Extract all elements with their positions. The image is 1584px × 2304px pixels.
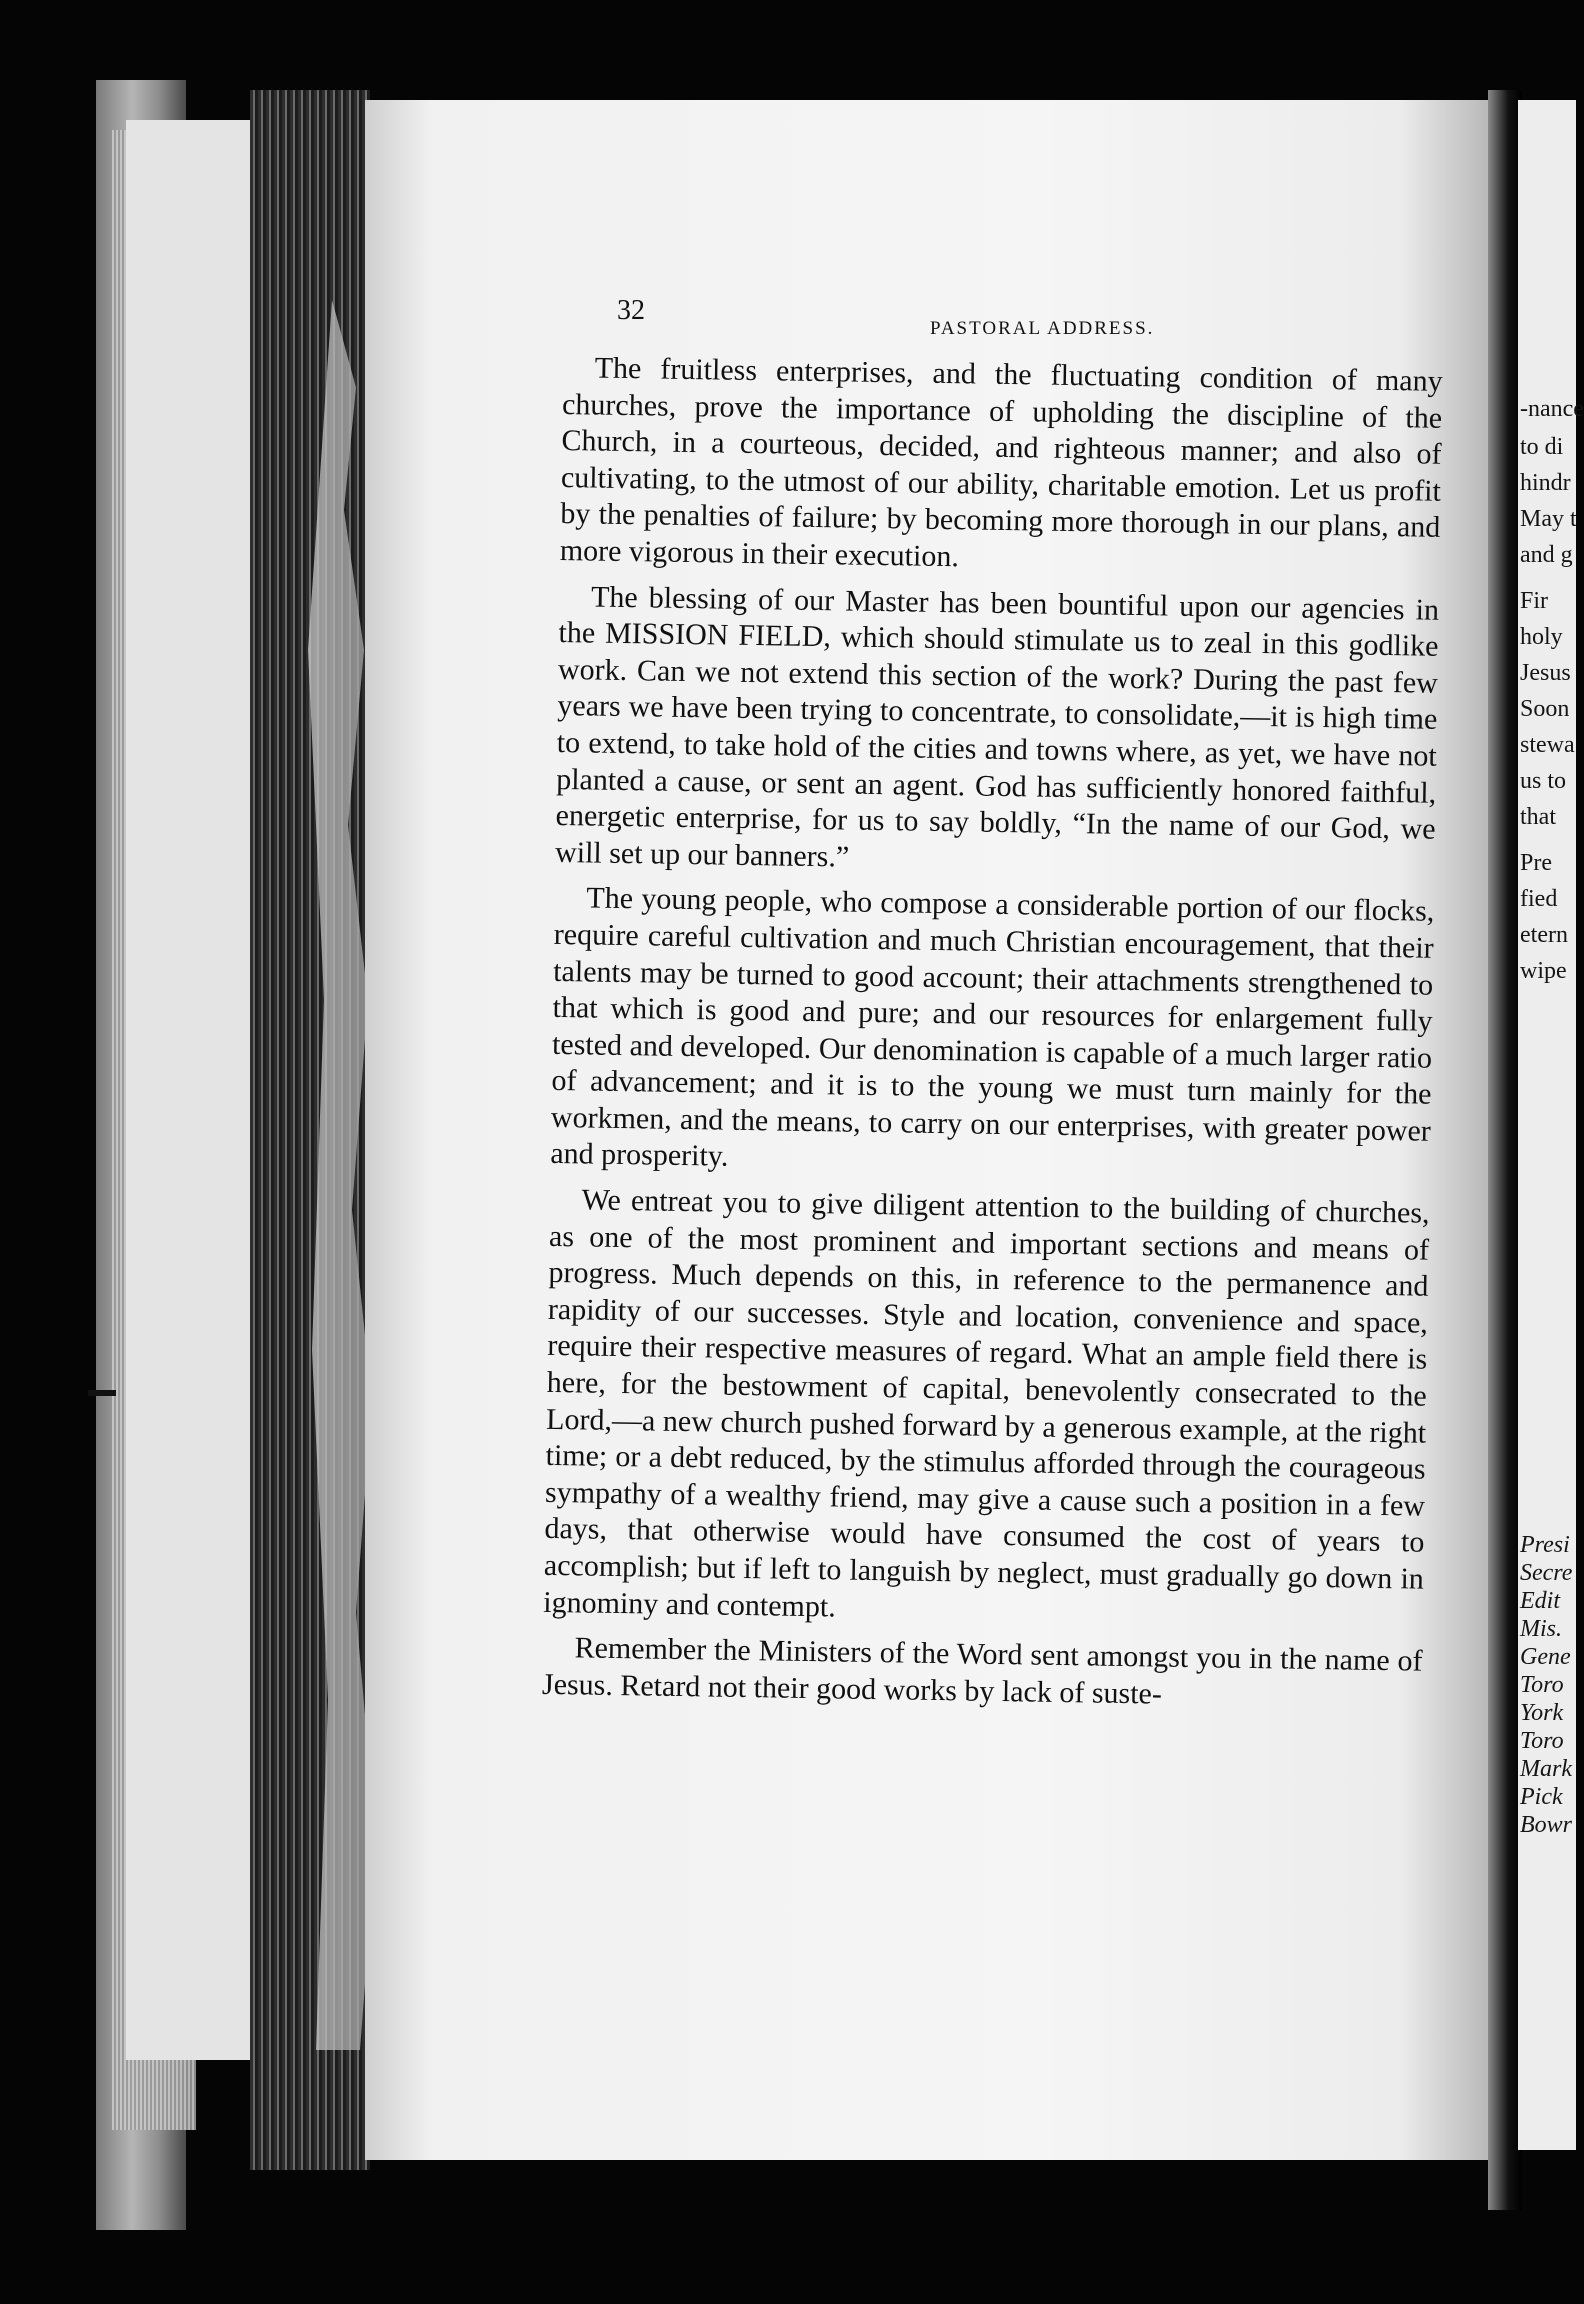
right-page-line: wipe <box>1520 958 1567 984</box>
paragraph: We entreat you to give diligent attention to the building of churches, as one of the most prominent and important sections and means of progress. Much depends on this, in reference to the permanence and rapidity of our successes. Style and location, convenience and space, require their respective measures of regard. What an ample field there is here, for the bestowment of capital, benevolently consecrated to the Lord,—a new church pushed forward by a generous example, at the right time; or a debt reduced, by the stimulus afforded through the courageous sympathy of a wealthy friend, may give a cause such a position in a few days, that otherwise would have consumed the cost of years to accomplish; but if left to languish by neglect, must gradually go down in ignominy and contempt. <box>543 1183 1430 1624</box>
right-page-list-item: Presi <box>1520 1532 1570 1558</box>
paragraph: The young people, who compose a considerable portion of our flocks, require careful cultivation and much Christian encouragement, that their talents may be turned to good account; their attachments strengthened to that which is good and pure; and our resources for enlargement fully tested and developed. Our denomination is capable of a much larger ratio of advancement; and it is to the young we must turn mainly for the workmen, and the means, to carry on our enterprises, with greater power and prosperity. <box>550 881 1435 1174</box>
right-page-line: Soon <box>1520 696 1570 722</box>
right-page-line: etern <box>1520 922 1568 948</box>
page-body <box>542 350 1443 1717</box>
right-page-list-item: Pick <box>1520 1784 1563 1810</box>
page-number: 32 <box>617 295 645 326</box>
right-page-line: Pre <box>1520 850 1552 876</box>
right-page-line: holy <box>1520 624 1563 650</box>
right-page-line: Fir <box>1520 588 1549 614</box>
right-page-fragment <box>1518 100 1584 2150</box>
right-page-line: to di <box>1520 434 1564 460</box>
right-page-list-item: Gene <box>1520 1644 1571 1670</box>
right-page-list-item: Secre <box>1520 1560 1573 1586</box>
right-page-list-item: Edit <box>1520 1588 1560 1614</box>
right-page-list-item: Toro <box>1520 1728 1564 1754</box>
right-page-list-item: York <box>1520 1700 1564 1726</box>
paragraph: The blessing of our Master has been bountiful upon our agencies in the MISSION FIELD, which should stimulate us to zeal in this godlike work. Can we not extend this section of the work? During the past few years we have been trying to concentrate, to consolidate,—it is high time to extend, to take hold of the cities and towns where, as yet, we have not planted a cause, or sent an agent. God has sufficiently honored faithful, energetic enterprise, for us to say boldly, “In the name of our God, we will set up our banners.” <box>554 580 1440 874</box>
right-page-list-item: Mis. <box>1520 1616 1562 1642</box>
right-page-line: -nance <box>1520 396 1584 422</box>
right-page-line: hindr <box>1520 470 1571 496</box>
paragraph: The fruitless enterprises, and the fluctuating condition of many churches, prove the importance of upholding the discipline of the Church, in a courteous, decided, and righteous manner; and also of cultivating, to the utmost of our ability, charitable emotion. Let us profit by the penalties of failure; by becoming more thorough in our plans, and more vigorous in their execution. <box>559 351 1443 574</box>
right-page-line: stewa <box>1520 732 1575 758</box>
cover-mark <box>88 1390 116 1396</box>
flyleaf <box>126 120 266 2060</box>
right-page-line: that <box>1520 804 1556 830</box>
right-page-line: and g <box>1520 542 1573 568</box>
right-page-line: Jesus <box>1520 660 1571 686</box>
right-page-line: us to <box>1520 768 1567 794</box>
right-page-line: May t <box>1520 506 1577 532</box>
right-page-line: fied <box>1520 886 1558 912</box>
right-page-list-item: Toro <box>1520 1672 1564 1698</box>
book-gutter <box>1488 90 1522 2210</box>
right-page-list-item: Mark <box>1520 1756 1572 1782</box>
running-head: PASTORAL ADDRESS. <box>930 318 1155 339</box>
paragraph: Remember the Ministers of the Word sent amongst you in the name of Jesus. Retard not their good works by lack of suste- <box>541 1631 1423 1711</box>
right-page-list-item: Bowr <box>1520 1812 1573 1838</box>
